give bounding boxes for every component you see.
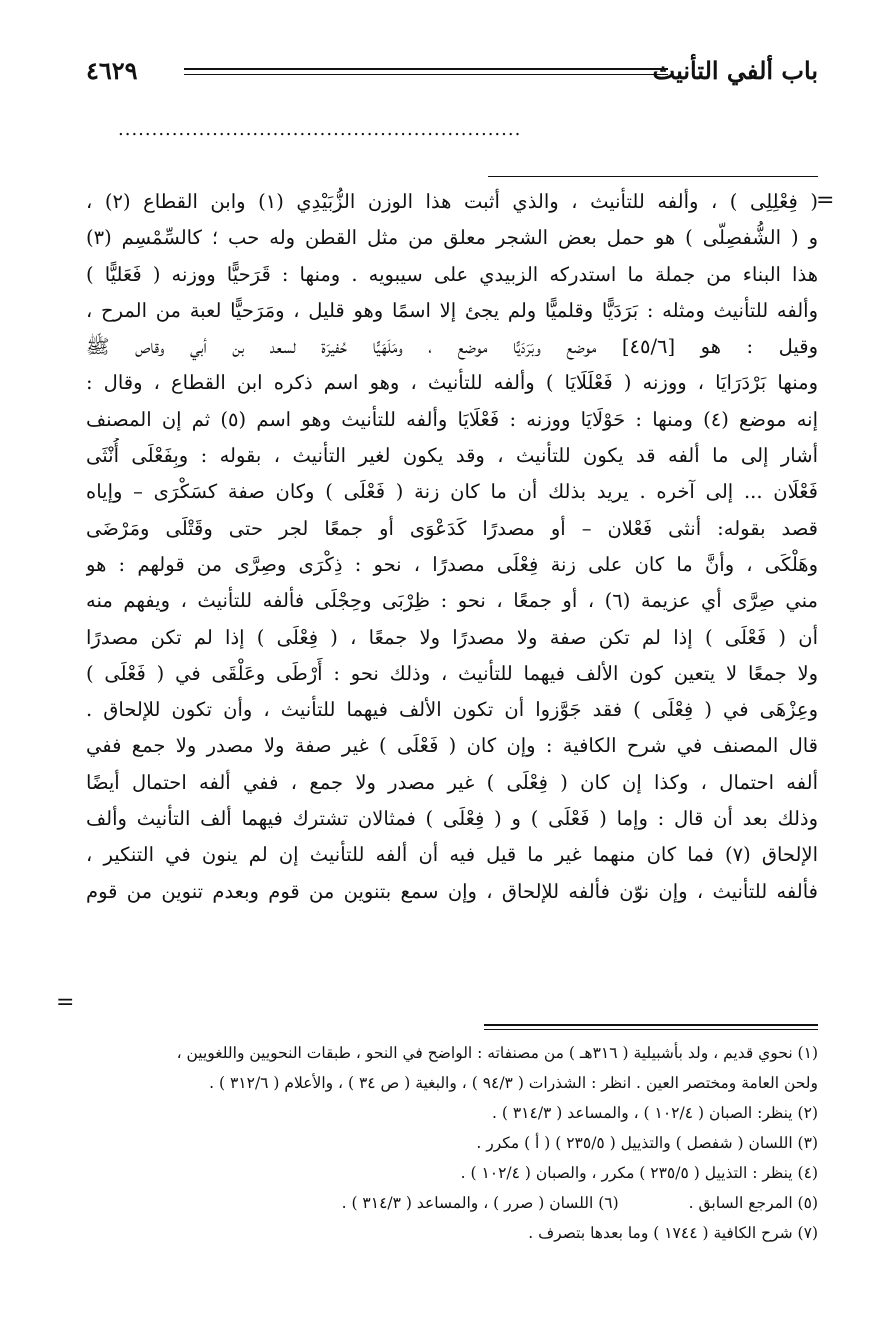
body-line: وألفه للتأنيث ومثله : بَرَدَيًّا وقلميًّا ولم يجئ إلا اسمًا وهو قليل ، ومَرَحيًّا لعبة من المرح ، (86, 298, 818, 322)
body-line: قال المصنف في شرح الكافية : وإن كان ( فَعْلَى ) غير صفة ولا مصدر ولا جمع ففي (86, 734, 818, 758)
body-line: إنه موضع (٤) ومنها : حَوْلَايَا ووزنه : فَعْلَايَا وألفه للتأنيث وهو اسم (٥) ثم إن المصنف (86, 407, 818, 431)
body-text (86, 184, 818, 910)
section-rule (488, 176, 818, 177)
body-line: مني صِرَّى أي عزيمة (٦) ، أو جمعًا ، نحو : ظِرْبَى وحِجْلَى فألفه للتأنيث ، ويفهم منه (86, 589, 818, 613)
body-line: ( فِعْلِلِى ) ، وألفه للتأنيث ، والذي أثبت هذا الوزن الزُّبَيْدِي (١) وابن القطاع (٢) ، (86, 190, 818, 213)
footnote: (٢) ينظر: الصبان ( ١٠٢/٤ ) ، والمساعد ( ٣١٤/٣ ) . (492, 1104, 818, 1122)
footnote-rule (484, 1024, 818, 1030)
body-line: ألفه احتمال ، وكذا إن كان ( فِعْلَى ) غير مصدر ولا جمع ، ففي ألفه احتمال أيضًا (86, 770, 818, 794)
footnote: (٥) المرجع السابق . (688, 1194, 818, 1212)
body-line: الإلحاق (٧) فما كان منهما غير ما قيل فيه أن ألفه للتأنيث إن لم ينون في التنكير ، (86, 843, 818, 867)
continuation-mark-start: = (816, 188, 835, 213)
body-line: فألفه للتأنيث ، وإن نوّن فألفه للإلحاق ، وإن سمع بتنوين من قوم وبعدم تنوين من قوم (86, 879, 818, 903)
footnote: (٤) ينظر : التذييل ( ٢٣٥/٥ ) مكرر ، والصبان ( ١٠٢/٤ ) . (460, 1164, 818, 1182)
body-line: و ( الشُّفصِلّى ) هو حمل بعض الشجر معلق من مثل القطن وله حب ؛ كالسِّمْسِم (٣) (86, 226, 818, 250)
footnote-pair (86, 1188, 818, 1218)
continuation-mark-end: = (56, 990, 75, 1015)
body-line: وهَلْكَى ، وأنَّ ما كان على زنة فِعْلَى مصدرًا ، نحو : ذِكْرَى وصِرَّى من قولهم : هو (86, 552, 818, 576)
body-line: ولا جمعًا لا يتعين كون الألف فيهما للتأنيث ، وذلك نحو : أَرْطَى وعَلْقَى في ( فَعْلَى ) (86, 661, 818, 685)
header-rule (184, 68, 668, 70)
chapter-title: باب ألفي التأنيث (652, 56, 818, 85)
footnote: (٣) اللسان ( شفصل ) والتذييل ( ٢٣٥/٥ ) ( أ ) مكرر . (476, 1134, 818, 1152)
footnote: (٧) شرح الكافية ( ١٧٤٤ ) وما بعدها بتصرف . (528, 1224, 818, 1242)
page-header (86, 52, 818, 92)
body-line: فَعْلَان ... إلى آخره . يريد بذلك أن ما كان زنة ( فَعْلَى ) وكان صفة كسَكْرَى – وإياه (86, 480, 818, 504)
header-rule-thin (184, 74, 668, 75)
body-line: وعِزْهَى في ( فِعْلَى ) فقد جَوَّزوا أن تكون الألف فيهما للتأنيث ، وأن تكون للإلحاق . (86, 698, 818, 722)
body-line: وقيل : هو [٤٥/٦] موضع وبَرَدَيًّا موضع ، ومَلَهَيًّا حُفيرَة لسعد بن أبي وقاص ﷺ (86, 335, 818, 359)
footnote: (١) نحوي قديم ، ولد بأشبيلية ( ٣١٦هـ ) من مصنفاته : الواضح في النحو ، طبقات النحويين واللغويين ، (176, 1044, 818, 1062)
body-line: أن ( فَعْلَى ) إذا لم تكن صفة ولا مصدرًا ولا جمعًا ، ( فِعْلَى ) إذا لم تكن مصدرًا (86, 625, 818, 649)
body-line: قصد بقوله: أنثى فَعْلان – أو مصدرًا كَدَعْوَى أو جمعًا لجر حتى وقَتْلَى ومَرْضَى (86, 516, 818, 540)
body-line: أشار إلى ما ألفه قد يكون للتأنيث ، وقد يكون لغير التأنيث ، بقوله : وبِفَعْلَى أُنْثَى (86, 444, 818, 468)
body-line: هذا البناء من جملة ما استدركه الزبيدي على سيبويه . ومنها : قَرَحيًّا ووزنه ( فَعَليًّا ) (86, 262, 818, 286)
page-number: ٤٦٢٩ (86, 56, 138, 85)
footnote: (٦) اللسان ( صرر ) ، والمساعد ( ٣١٤/٣ ) . (341, 1194, 619, 1212)
dotted-separator: ............................................................ (118, 120, 522, 140)
footnotes (86, 1038, 818, 1248)
body-line: وذلك بعد أن قال : وإما ( فَعْلَى ) و ( فِعْلَى ) فمثالان تشترك فيهما ألف التأنيث وألف (86, 807, 818, 831)
footnote: ولحن العامة ومختصر العين . انظر : الشذرات ( ٩٤/٣ ) ، والبغية ( ص ٣٤ ) ، والأعلام ( ٣١٢/٦ ) . (209, 1074, 818, 1092)
body-line: ومنها بَرْدَرَايَا ، ووزنه ( فَعْلَلَايَا ) وألفه للتأنيث ، وهو اسم ذكره ابن القطاع ، وقال : (86, 371, 818, 395)
